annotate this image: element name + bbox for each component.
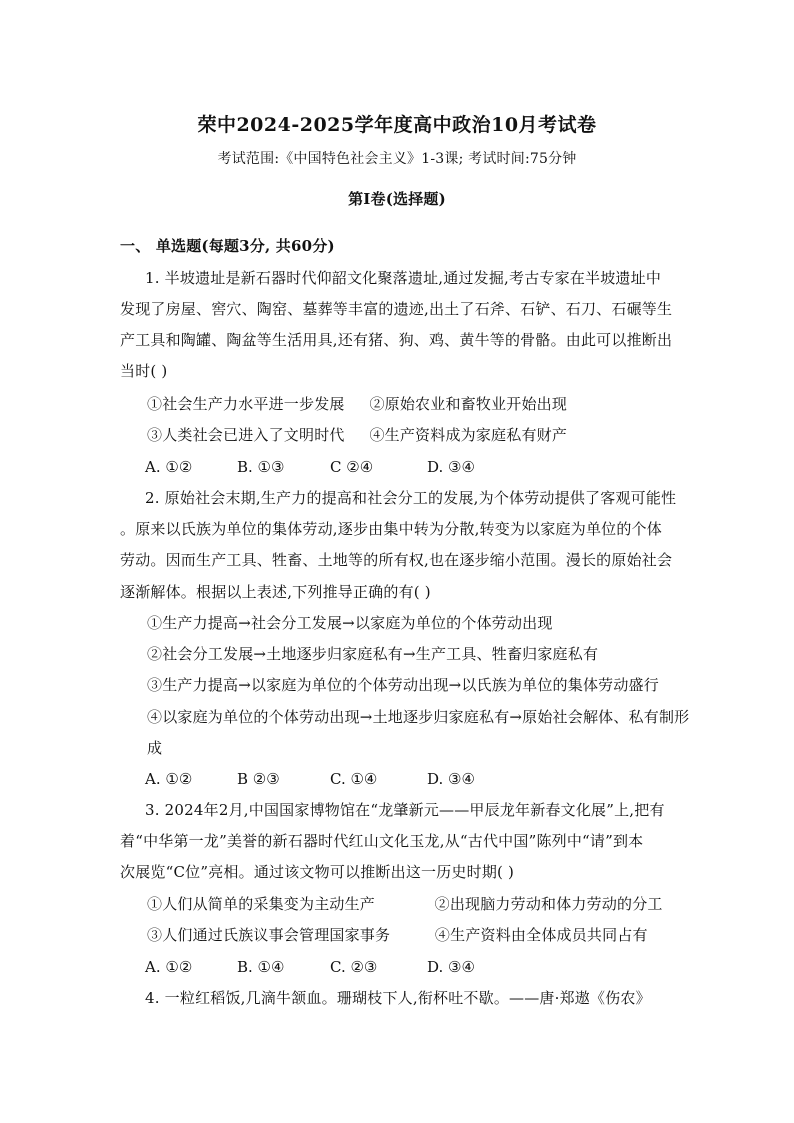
- q2-option-d[interactable]: D. ③④: [427, 770, 475, 788]
- q2-statement: ②社会分工发展→土地逐步归家庭私有→生产工具、牲畜归家庭私有: [147, 645, 599, 663]
- q2-option-a[interactable]: A. ①②: [145, 770, 193, 788]
- q1-stem-line: 当时( ): [120, 362, 168, 380]
- q4-stem-line: 4. 一粒红稻饭,几滴牛颔血。珊瑚枝下人,衔杯吐不歇。——唐·郑遨《伤农》: [145, 989, 651, 1007]
- q2-option-c[interactable]: C. ①④: [330, 770, 378, 788]
- q3-option-d[interactable]: D. ③④: [427, 958, 475, 976]
- volume-heading: 第Ⅰ卷(选择题): [348, 190, 446, 208]
- q1-stem-line: 1. 半坡遗址是新石器时代仰韶文化聚落遗址,通过发掘,考古专家在半坡遗址中: [145, 269, 662, 287]
- q1-option-d[interactable]: D. ③④: [427, 458, 475, 476]
- q3-stem-line: 3. 2024年2月,中国国家博物馆在“龙肇新元——甲辰龙年新春文化展”上,把有: [145, 801, 665, 819]
- q1-option-b[interactable]: B. ①③: [237, 458, 285, 476]
- q3-stem-line: 着“中华第一龙”美誉的新石器时代红山文化玉龙,从“古代中国”陈列中“请”到本: [120, 832, 644, 850]
- q1-statement: ①社会生产力水平进一步发展 ②原始农业和畜牧业开始出现: [147, 395, 568, 413]
- q3-option-a[interactable]: A. ①②: [145, 958, 193, 976]
- q3-statement: ①人们从简单的采集变为主动生产 ②出现脑力劳动和体力劳动的分工: [147, 895, 663, 913]
- q3-option-c[interactable]: C. ②③: [330, 958, 378, 976]
- q1-stem-line: 发现了房屋、窖穴、陶窑、墓葬等丰富的遗迹,出土了石斧、石铲、石刀、石碾等生: [120, 300, 673, 318]
- exam-subtitle: 考试范围:《中国特色社会主义》1-3课; 考试时间:75分钟: [217, 151, 577, 167]
- q1-statement: ③人类社会已进入了文明时代 ④生产资料成为家庭私有财产: [147, 426, 568, 444]
- q2-stem-line: 。原来以氏族为单位的集体劳动,逐步由集中转为分散,转变为以家庭为单位的个体: [120, 520, 662, 538]
- q2-stem-line: 逐渐解体。根据以上表述,下列推导正确的有( ): [120, 583, 431, 601]
- q2-statement: ③生产力提高→以家庭为单位的个体劳动出现→以氏族为单位的集体劳动盛行: [147, 676, 659, 694]
- q1-option-a[interactable]: A. ①②: [145, 458, 193, 476]
- q2-statement: ①生产力提高→社会分工发展→以家庭为单位的个体劳动出现: [147, 614, 553, 632]
- q1-option-c[interactable]: C ②④: [330, 458, 374, 476]
- q2-stem-line: 2. 原始社会末期,生产力的提高和社会分工的发展,为个体劳动提供了客观可能性: [145, 489, 677, 507]
- section-heading: 一、 单选题(每题3分, 共60分): [120, 237, 335, 255]
- q3-option-b[interactable]: B. ①④: [237, 958, 285, 976]
- q2-statement: ④以家庭为单位的个体劳动出现→土地逐步归家庭私有→原始社会解体、私有制形: [147, 708, 690, 726]
- q2-option-b[interactable]: B ②③: [237, 770, 280, 788]
- exam-title: 荣中2024-2025学年度高中政治10月考试卷: [197, 114, 597, 136]
- q2-statement-continued: 成: [147, 739, 163, 757]
- q3-statement: ③人们通过氏族议事会管理国家事务 ④生产资料由全体成员共同占有: [147, 926, 648, 944]
- q3-stem-line: 次展览“C位”亮相。通过该文物可以推断出这一历史时期( ): [120, 863, 515, 881]
- q2-stem-line: 劳动。因而生产工具、牲畜、土地等的所有权,也在逐步缩小范围。漫长的原始社会: [120, 551, 673, 569]
- q1-stem-line: 产工具和陶罐、陶盆等生活用具,还有猪、狗、鸡、黄牛等的骨骼。由此可以推断出: [120, 331, 673, 349]
